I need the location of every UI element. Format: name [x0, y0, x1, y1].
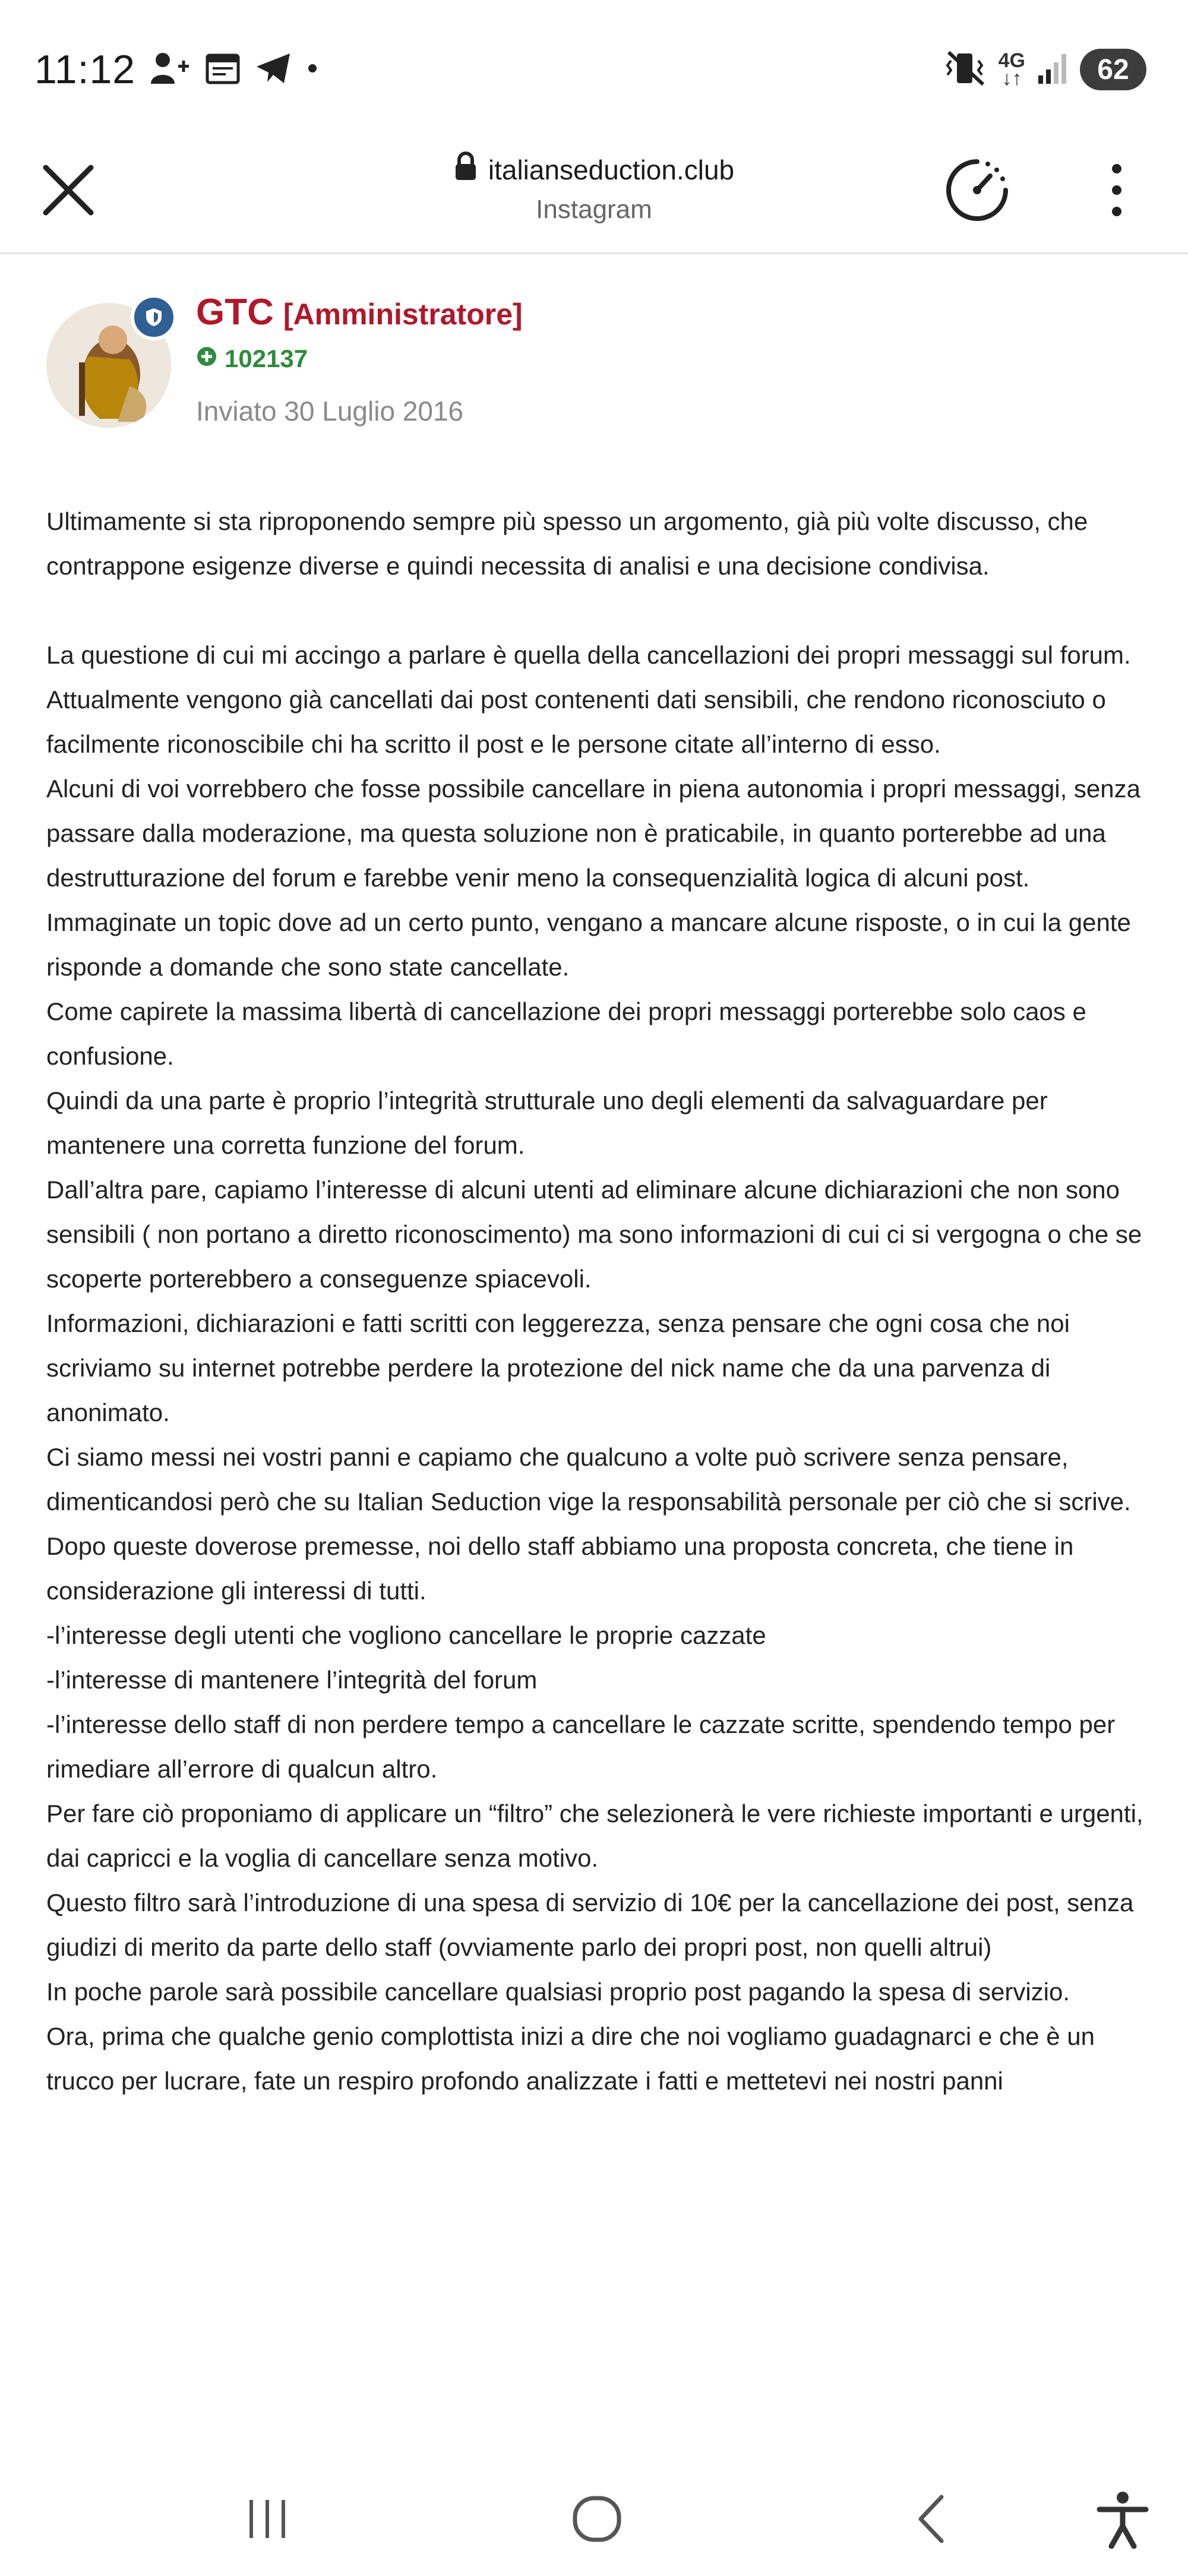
calendar-icon — [206, 52, 240, 88]
notification-icons — [148, 49, 318, 90]
status-time: 11:12 — [34, 47, 136, 92]
post-paragraph: Come capirete la massima libertà di cancellazione dei propri messaggi porterebbe solo caos e confusione. — [46, 997, 1086, 1070]
navigation-bar — [0, 2460, 1188, 2576]
more-options-button[interactable] — [1087, 154, 1146, 226]
recent-apps-icon — [244, 2495, 291, 2543]
vibrate-mute-icon — [945, 49, 987, 91]
plus-circle-icon — [196, 345, 217, 373]
speed-button[interactable] — [939, 151, 1016, 229]
accessibility-button[interactable] — [1087, 2483, 1158, 2555]
post-paragraph: Per fare ciò proponiamo di applicare un “filtro” che selezionerà le vere richieste importanti e urgenti, dai capricci e la voglia di cancellare senza motivo. — [46, 1800, 1143, 1872]
post-body — [46, 499, 1151, 2442]
author-role: [Amministratore] — [283, 298, 523, 331]
post-paragraph: Alcuni di voi vorrebbero che fosse possibile cancellare in piena autonomia i propri messaggi, senza passare dalla moderazione, ma questa soluzione non è praticabile, in quanto porterebbe ad una destrutturazione del forum e farebbe venir meno la consequenzialità logica di alcuni post. — [46, 775, 1141, 892]
speed-icon — [941, 154, 1013, 226]
post-paragraph: Ci siamo messi nei vostri panni e capiamo che qualcuno a volte può scrivere senza pensare, dimenticandosi però che su Italian Seduction vige la responsabilità personale per ciò che si scrive. — [46, 1443, 1131, 1516]
url-domain: italianseduction.club — [488, 154, 735, 185]
post-paragraph: Informazioni, dichiarazioni e fatti scritti con leggerezza, senza pensare che ogni cosa che noi scriviamo su internet potrebbe perdere la protezione del nick name che da una parvenza di anonimato. — [46, 1309, 1070, 1426]
post-paragraph: Ultimamente si sta riproponendo sempre più spesso un argomento, già più volte discusso, che contrappone esigenze diverse e quindi necessita di analisi e una decisione condivisa. — [46, 507, 1088, 580]
recent-apps-button[interactable] — [232, 2483, 303, 2555]
post-paragraph: Questo filtro sarà l’introduzione di una spesa di servizio di 10€ per la cancellazione dei post, senza giudizi di merito da parte dello staff (ovviamente parlo dei propri post, non quelli altrui) — [46, 1889, 1134, 1961]
accessibility-icon — [1096, 2489, 1149, 2549]
post-paragraph: -l’interesse di mantenere l’integrità del forum — [46, 1666, 538, 1694]
browser-toolbar — [0, 137, 1188, 254]
author-name[interactable]: GTC — [196, 292, 274, 333]
url-display[interactable] — [356, 151, 832, 225]
post-paragraph: Attualmente vengono già cancellati dai post contenenti dati sensibili, che rendono riconosciuto o facilmente riconoscibile chi ha scritto il post e le persone citate all’interno di esso. — [46, 686, 1106, 758]
home-icon — [570, 2492, 624, 2546]
url-subtitle: Instagram — [536, 195, 652, 224]
signal-icon — [1037, 52, 1068, 88]
post-paragraph: In poche parole sarà possibile cancellare qualsiasi proprio post pagando la spesa di servizio. — [46, 1978, 1070, 2006]
moderator-badge — [131, 294, 177, 340]
post-paragraph: Ora, prima che qualche genio complottista inizi a dire che noi vogliamo guadagnarci e che è un trucco per lucrare, fate un respiro profondo analizzate i fatti e mettetevi nei nostri panni — [46, 2022, 1095, 2095]
post-paragraph: La questione di cui mi accingo a parlare è quella della cancellazioni dei propri messaggi sul forum. — [46, 641, 1131, 669]
more-vertical-icon — [1108, 160, 1126, 220]
shield-icon — [145, 307, 163, 327]
back-button[interactable] — [897, 2483, 968, 2555]
post-paragraph: Quindi da una parte è proprio l’integrità strutturale uno degli elementi da salvaguardare per mantenere una corretta funzione del forum. — [46, 1087, 1048, 1159]
close-icon — [40, 162, 97, 219]
reputation-count: 102137 — [225, 345, 308, 372]
home-button[interactable] — [561, 2483, 633, 2555]
post-paragraph: Dall’altra pare, capiamo l’interesse di alcuni utenti ad eliminare alcune dichiarazioni che non sono sensibili ( non portano a diretto riconoscimento) ma sono informazioni di cui ci si vergogna o che se scoperte porterebbero a conseguenze spiacevoli. — [46, 1176, 1142, 1293]
author-line — [196, 291, 523, 333]
post-paragraph: Dopo queste doverose premesse, noi dello staff abbiamo una proposta concreta, che tiene in considerazione gli interessi di tutti. — [46, 1532, 1074, 1605]
status-bar — [0, 0, 1188, 137]
post-paragraph: Immaginate un topic dove ad un certo punto, vengano a mancare alcune risposte, o in cui la gente risponde a domande che sono state cancellate. — [46, 908, 1131, 981]
lock-icon — [454, 151, 478, 188]
back-icon — [909, 2492, 956, 2546]
close-button[interactable] — [36, 157, 101, 223]
system-icons — [945, 43, 1146, 96]
post-paragraph: -l’interesse dello staff di non perdere tempo a cancellare le cazzate scritte, spendendo tempo per rimediare all’errore di qualcun altro. — [46, 1710, 1116, 1783]
battery-indicator: 62 — [1080, 49, 1146, 90]
dot-icon — [307, 62, 318, 77]
reputation — [196, 345, 308, 373]
person-add-icon — [148, 50, 190, 89]
post-date: Inviato 30 Luglio 2016 — [196, 396, 464, 427]
post-paragraph: -l’interesse degli utenti che vogliono cancellare le proprie cazzate — [46, 1621, 766, 1649]
network-type: 4G ↓↑ — [998, 49, 1025, 90]
telegram-icon — [255, 52, 291, 87]
